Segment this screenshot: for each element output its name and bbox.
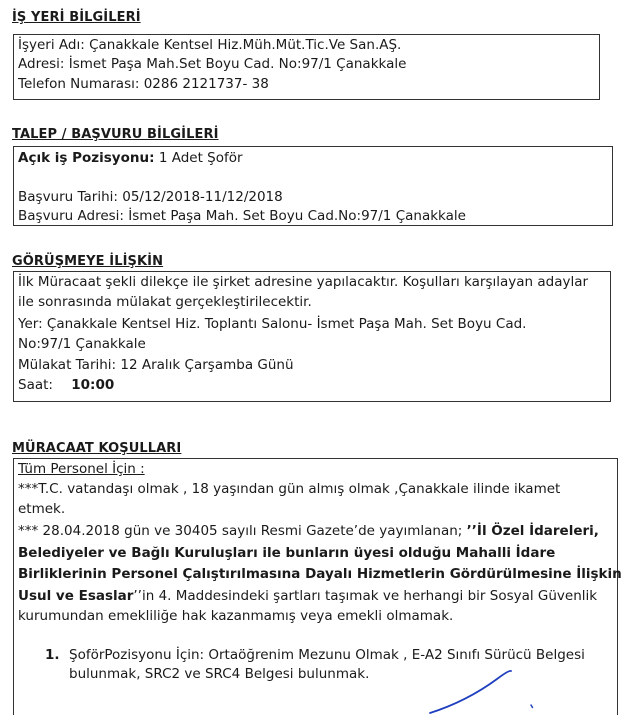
gorusme-time-label: Saat: xyxy=(18,377,53,393)
gorusme-interview-value: 12 Aralık Çarşamba Günü xyxy=(120,357,294,373)
muracaat-item-number: 1. xyxy=(45,647,60,663)
muracaat-cond2-bold-4: Usul ve Esaslar xyxy=(18,588,134,604)
muracaat-cond2-prefix: *** 28.04.2018 gün ve 30405 sayılı Resmi Gazete’de yayımlanan; xyxy=(18,523,463,539)
gorusme-place-line-2: No:97/1 Çanakkale xyxy=(18,336,146,352)
gorusme-line-2: ile sonrasında mülakat gerçekleştirilecektir. xyxy=(18,294,312,310)
talep-position-label: Açık iş Pozisyonu: xyxy=(18,150,155,166)
muracaat-cond1-line-2: etmek. xyxy=(18,501,66,517)
muracaat-cond1-line-1: ***T.C. vatandaşı olmak , 18 yaşından gün almış olmak ,Çanakkale ilinde ikamet xyxy=(18,481,561,497)
talep-address-label: Başvuru Adresi: xyxy=(18,208,124,224)
section-title-muracaat: MÜRACAAT KOŞULLARI xyxy=(12,441,182,456)
is-yeri-address-label: Adresi: xyxy=(18,56,65,72)
gorusme-interview-label: Mülakat Tarihi: xyxy=(18,357,117,373)
muracaat-cond2-line-3: Birliklerinin Personel Çalıştırılmasına Dayalı Hizmetlerin Gördürülmesine İlişkin xyxy=(18,566,622,582)
section-title-talep: TALEP / BAŞVURU BİLGİLERİ xyxy=(12,127,219,142)
talep-address-value: İsmet Paşa Mah. Set Boyu Cad.No:97/1 Çanakkale xyxy=(128,208,466,224)
gorusme-time-value: 10:00 xyxy=(71,377,115,393)
muracaat-cond2-bold-1: ’’İl Özel İdareleri, xyxy=(466,523,599,539)
section-title-is-yeri: İŞ YERİ BİLGİLERİ xyxy=(12,10,141,25)
talep-date-label: Başvuru Tarihi: xyxy=(18,189,118,205)
gorusme-place-line-1: Yer: Çanakkale Kentsel Hiz. Toplantı Salonu- İsmet Paşa Mah. Set Boyu Cad. xyxy=(18,316,527,332)
talep-date-value: 05/12/2018-11/12/2018 xyxy=(122,189,283,205)
gorusme-line-1: İlk Müracaat şekli dilekçe ile şirket adresine yapılacaktır. Koşulları karşılayan adaylar xyxy=(18,274,589,290)
muracaat-cond2-line-2: Belediyeler ve Bağlı Kuruluşları ile bunların üyesi olduğu Mahalli İdare xyxy=(18,545,556,561)
is-yeri-name-label: İşyeri Adı: xyxy=(18,37,85,53)
muracaat-item-line-1: ŞoförPozisyonu İçin: Ortaöğrenim Mezunu Olmak , E-A2 Sınıfı Sürücü Belgesi xyxy=(69,647,585,663)
muracaat-item-line-2: bulunmak, SRC2 ve SRC4 Belgesi bulunmak. xyxy=(69,666,370,682)
section-title-gorusme: GÖRÜŞMEYE İLİŞKİN xyxy=(12,254,164,269)
muracaat-cond2-line-5: kurumundan emekliliğe hak kazanmamış veya emekli olmamak. xyxy=(18,608,454,624)
is-yeri-name-value: Çanakkale Kentsel Hiz.Müh.Müt.Tic.Ve San.AŞ. xyxy=(89,37,402,53)
is-yeri-phone-label: Telefon Numarası: xyxy=(18,76,140,92)
is-yeri-phone-value: 0286 2121737- 38 xyxy=(143,76,269,92)
is-yeri-address-value: İsmet Paşa Mah.Set Boyu Cad. No:97/1 Çanakkale xyxy=(68,56,407,72)
muracaat-all-staff: Tüm Personel İçin : xyxy=(18,461,145,477)
talep-position-value: 1 Adet Şoför xyxy=(158,150,243,166)
muracaat-cond2-line-4-rest: ’’in 4. Maddesindeki şartları taşımak ve herhangi bir Sosyal Güvenlik xyxy=(133,588,598,604)
